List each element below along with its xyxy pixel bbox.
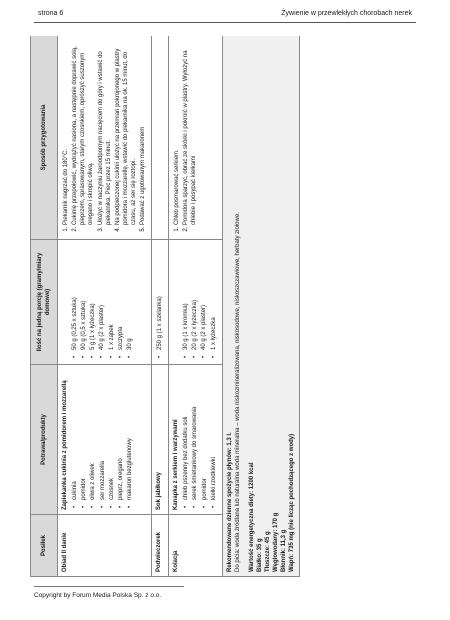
list-item: 3. Ułożyć w naczyniu żaroodpornym nacięciem do góry i wstawić do piekarnika. Piec przez 15 minut. — [97, 40, 113, 225]
prep-cell — [152, 36, 169, 240]
qty-cell — [169, 240, 222, 365]
list-item: 2. Pomidora sparzyć, obrać ze skórki i pokroić w plastry. Wyłożyć na chlebie i posypać kiełkami — [182, 40, 198, 225]
energy-value: Wartość energetyczna diety: 1200 kcal — [248, 462, 255, 572]
list-item: • oliwa z oliwek — [89, 369, 97, 500]
footer-rule — [34, 586, 184, 587]
table-row — [58, 36, 152, 577]
rotated-content — [30, 36, 424, 577]
carbs-value: Węglowodany: 170 g — [273, 512, 280, 572]
list-item: • pieprz, oregano — [117, 369, 125, 500]
fluid-note: Rekomendowane dzienne spożycie płynów: 1,3 l. — [226, 432, 233, 572]
list-item: • serek śmietankowy do smarowania — [191, 369, 199, 500]
list-item: • 40 g (2 x plaster) — [200, 244, 208, 350]
list-item: • 250 g (1 x szklanka) — [156, 244, 164, 350]
meal-cell: Obiad II danie — [58, 515, 152, 577]
dish-title: Kanapka z serkiem i warzywami — [173, 419, 180, 510]
table-row — [152, 36, 169, 577]
list-item: • 90 g (0,5 x sztuka) — [80, 244, 88, 350]
drinks-note: Do picia: woda źródlana lub naturalna woda mineralna – woda niskozmineralizowana, niskosodowe, niskoszczawiowe, herbaty ziołowe. — [234, 212, 241, 572]
table-row — [169, 36, 222, 577]
list-item: • chleb pszenny bez dodatku soli — [182, 369, 190, 500]
col-header-dish: Potrawa/produkty — [31, 365, 58, 515]
dish-cell — [169, 365, 222, 515]
list-item: • kiełki rzodkiewki — [210, 369, 218, 500]
qty-list — [182, 244, 217, 360]
dish-cell — [152, 365, 169, 515]
protein-value: Białko: 35 g — [256, 538, 263, 572]
step-list — [62, 40, 147, 235]
list-item: • 1 x ząbek — [108, 244, 116, 350]
dish-title: Sok jabłkowy — [156, 471, 163, 510]
list-item: 1. Piekarnik nagrzać do 180°C. — [62, 40, 70, 225]
notes-row — [222, 36, 300, 577]
col-header-meal: Posiłek — [31, 515, 58, 577]
calcium-value: Wapń: 735 mg (nie licząc pochodzącego z wody) — [289, 433, 296, 572]
list-item: • makaron bezglutenowy — [126, 369, 134, 500]
list-item: • 1 x łyżeczka — [210, 244, 218, 350]
header-rule — [34, 22, 416, 23]
fat-value: Tłuszcze: 45 g — [265, 531, 272, 572]
list-item: • 30 g — [126, 244, 134, 350]
copyright: Copyright by Forum Media Polska Sp. z o.o. — [34, 592, 162, 599]
menu-table — [30, 36, 300, 577]
list-item: • pomidor — [80, 369, 88, 500]
list-item: • czosnek — [108, 369, 116, 500]
table-header-row — [31, 36, 58, 577]
list-item: 5. Podawać z ugotowanym makaronem — [139, 40, 147, 225]
list-item: • 20 g (2 x łyżeczka) — [191, 244, 199, 350]
qty-cell — [152, 240, 169, 365]
meal-cell: Kolacja — [169, 515, 222, 577]
rotated-table-area — [30, 36, 424, 577]
notes-cell — [222, 36, 300, 577]
fiber-value: Błonnik: 11,3 g — [281, 529, 288, 572]
col-header-qty: Ilość na jedną porcję (gramy/miary domowe) — [31, 240, 58, 365]
list-item: • pomidor — [201, 369, 209, 500]
list-item: • cukinia — [71, 369, 79, 500]
prep-cell — [169, 36, 222, 240]
step-list — [173, 40, 198, 235]
running-title: Żywienie w przewlekłych chorobach nerek — [281, 10, 412, 17]
ingredient-list — [182, 369, 217, 510]
list-item: 4. Na podpieczonej cukinii ułożyć na przemian pokrojonego w plastry pomidora i mozzarellę, wstawić do piekarnika na ok. 15 minut, do czasu, aż ser się roztopi. — [114, 40, 138, 225]
qty-list — [156, 244, 164, 360]
ingredient-list — [71, 369, 134, 510]
qty-cell — [58, 240, 152, 365]
prep-cell — [58, 36, 152, 240]
list-item: • 5 g (1 x łyżeczka) — [89, 244, 97, 350]
list-item: • 40 g (2 x plaster) — [98, 244, 106, 350]
col-header-prep: Sposób przygotowania — [31, 36, 58, 240]
list-item: • szczypta — [117, 244, 125, 350]
list-item: • 50 g (0,25 x sztuka) — [71, 244, 79, 350]
list-item: 2. Cukinię przepołowić, wydrążyć nasiona, a następnie doprawić solą, pieprzem, sprasowanym, starym czosnkiem, oprószyć suszonym oregano i skropić oliwą. — [71, 40, 95, 225]
meal-cell: Podwieczorek — [152, 515, 169, 577]
list-item: 1. Chleb posmarować serkiem. — [173, 40, 181, 225]
qty-list — [71, 244, 134, 360]
list-item: • ser mozzarella — [99, 369, 107, 500]
page-number: strona 6 — [38, 10, 64, 17]
list-item: • 30 g (1 x kromka) — [182, 244, 190, 350]
dish-cell — [58, 365, 152, 515]
dish-title: Zapiekanka cukinia z pomidorem i mozzarellą — [62, 380, 69, 510]
